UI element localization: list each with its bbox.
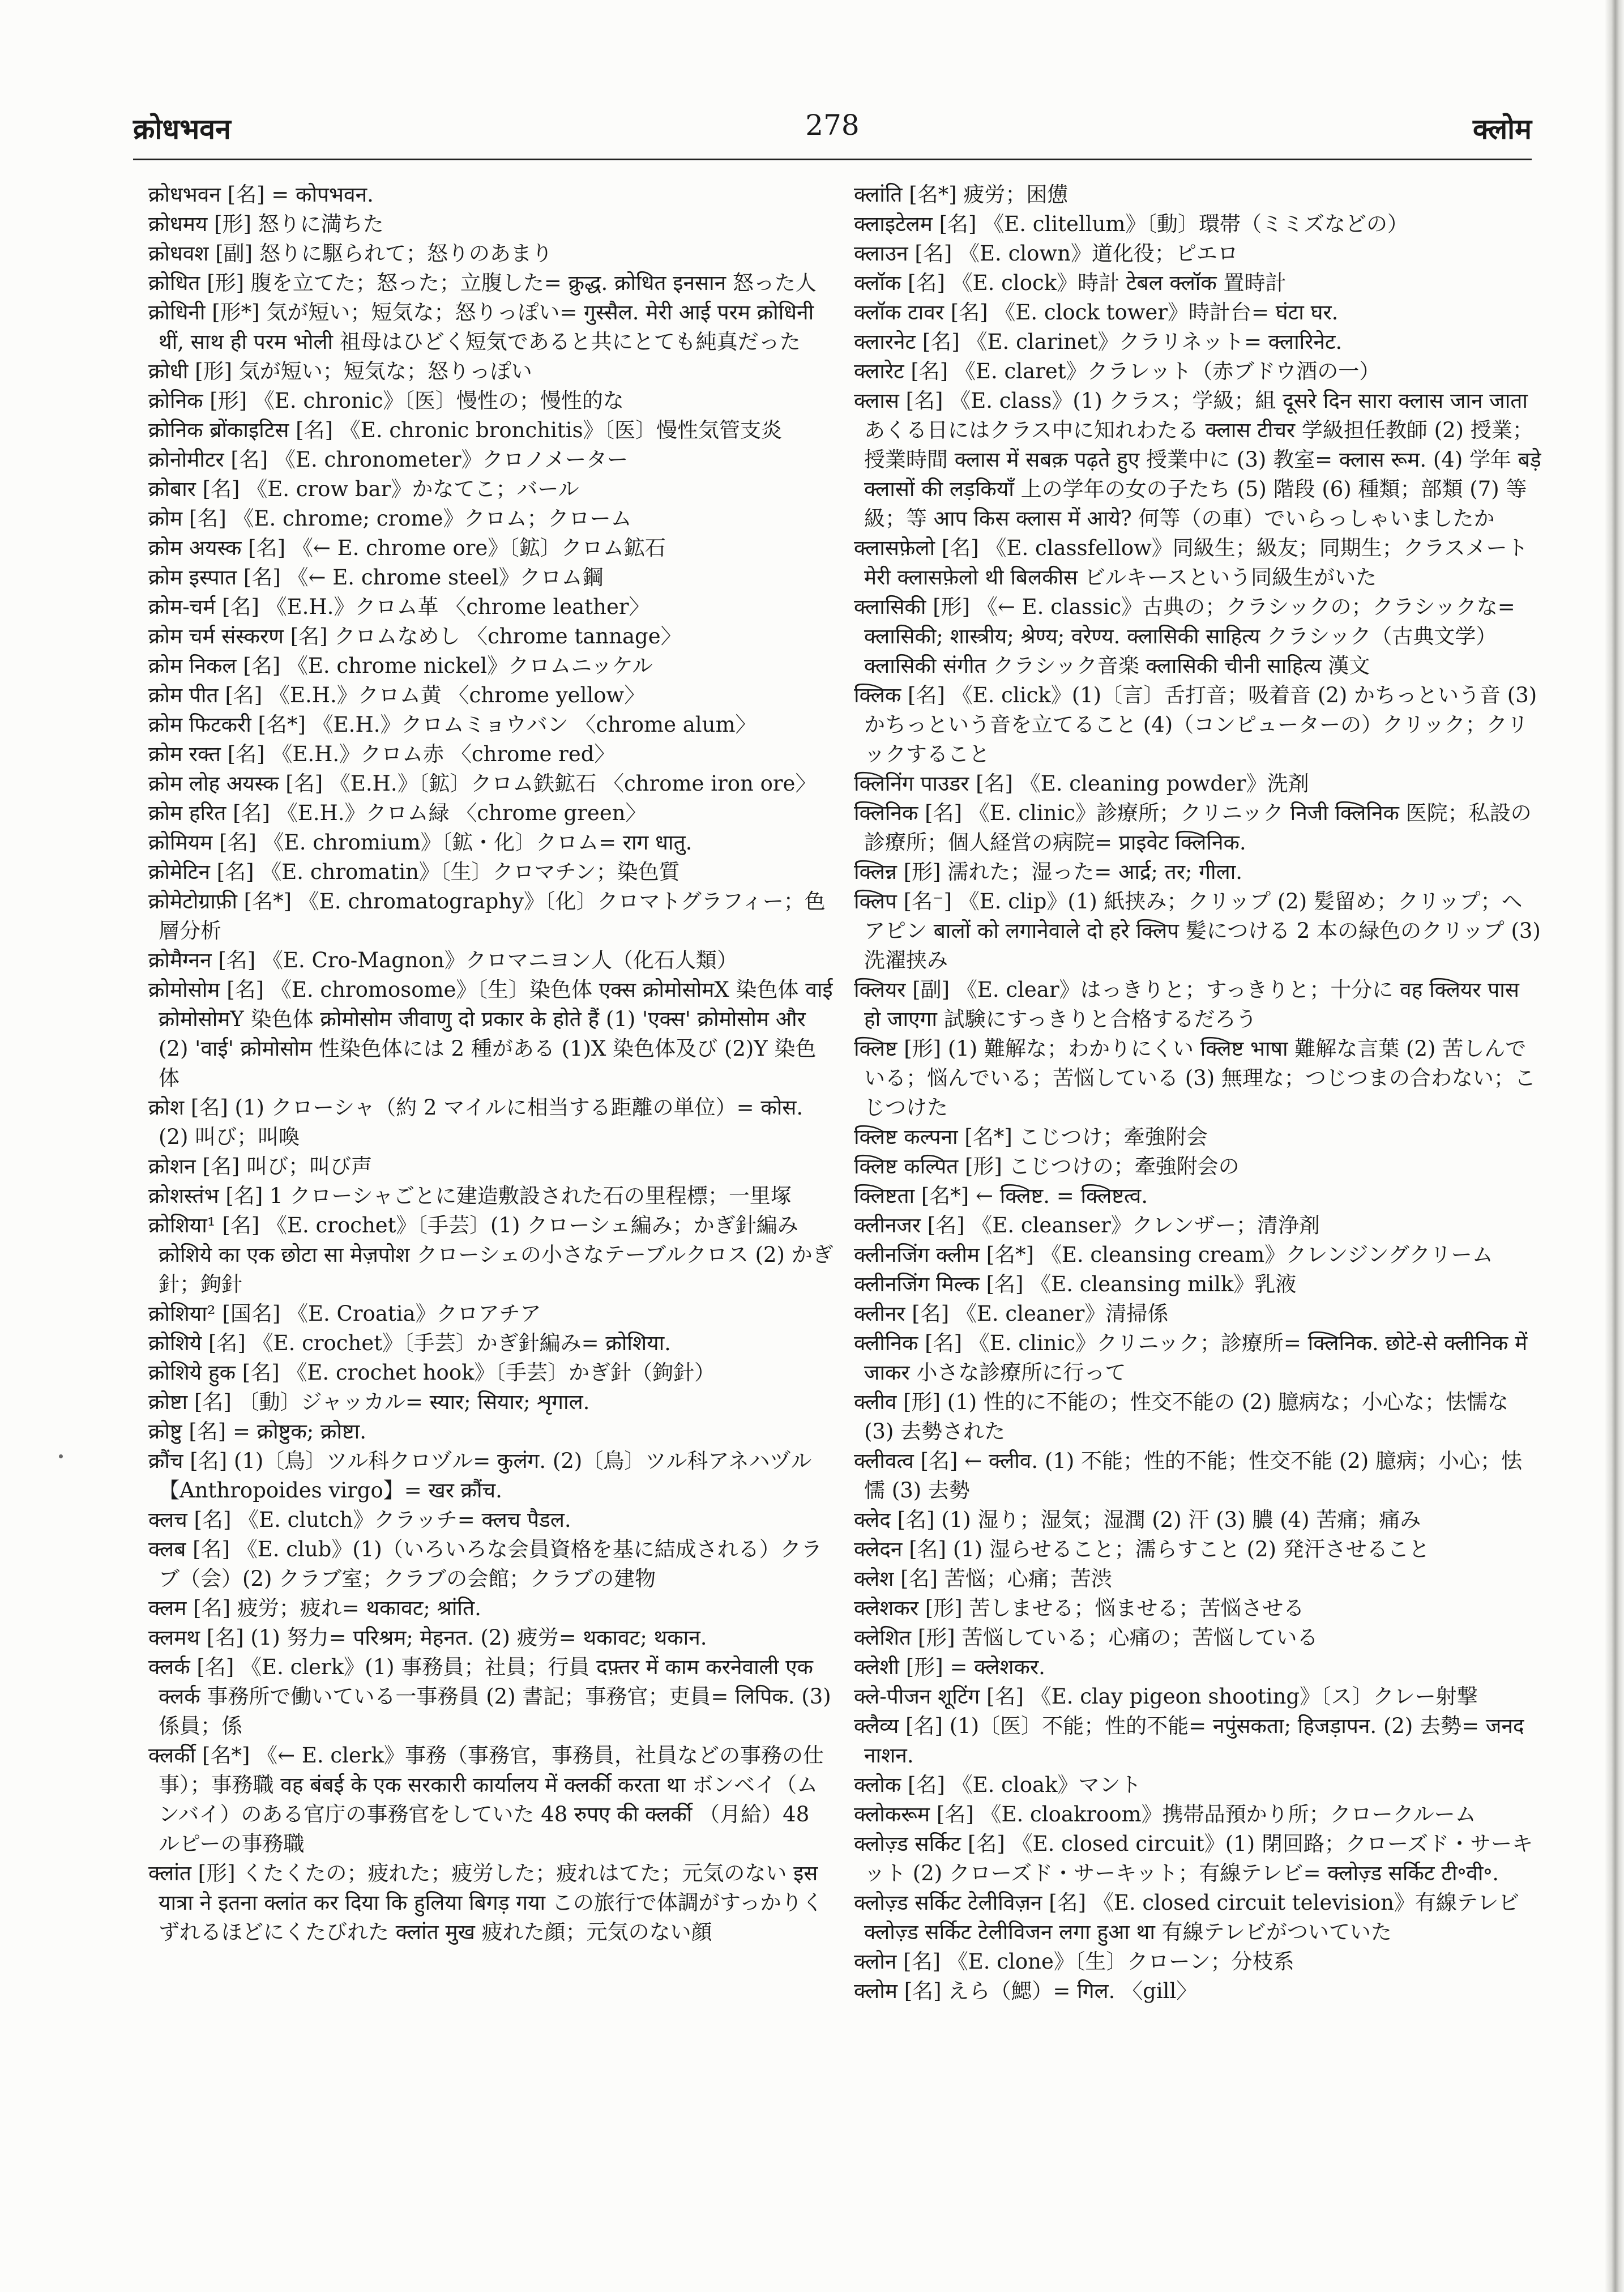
dictionary-entry: क्रोश [名] (1) クローシャ（約 2 マイルに相当する距離の単位）= कोस. (2) 叫び；叫喚 <box>148 1095 804 1149</box>
dictionary-entry: क्लासिकी [形] 《← E. classic》古典の；クラシックの；クラシックな= क्लासिकी; शास्त्रीय; श्रेण्य; वरेण्य. क्लासिकी साहित्य クラシック（古典文学） क्लासिकी संगीत クラシック音楽 क्लासिकी चीनी साहित्य 漢文 <box>854 595 1515 678</box>
page-header <box>133 102 1532 160</box>
dictionary-entry: क्लास [名] 《E. class》(1) クラス；学級；組 दूसरे दिन सारा क्लास जान जाता あくる日にはクラス中に知れわたる क्लास टीचर 学級担任教師 (2) 授業；授業時間 क्लास में सबक़ पढ़ते हुए 授業中に (3) 教室= क्लास रूम. (4) 学年 बड़े क्लासों की लड़कियाँ 上の学年の女の子たち (5) 階段 (6) 種類；部類 (7) 等級；等 आप किस क्लास में आये? 何等（の車）でいらっしゃいましたか <box>854 389 1541 531</box>
dictionary-entry: क्रोमियम [名] 《E. chromium》〔鉱・化〕クロム= राग धातु. <box>148 830 693 855</box>
dictionary-entry: क्लॉक [名] 《E. clock》時計 टेबल क्लॉक 置時計 <box>854 271 1287 295</box>
dictionary-entry: क्लोकरूम [名] 《E. cloakroom》携帯品預かり所；クロークルーム <box>854 1802 1476 1826</box>
dictionary-entry: क्रोधवश [副] 怒りに駆られて；怒りのあまり <box>148 241 553 266</box>
dictionary-entry: क्रोबार [名] 《E. crow bar》かなてこ；バール <box>148 477 579 501</box>
dictionary-entry: क्लच [名] 《E. clutch》クラッチ= क्लच पैडल. <box>148 1508 571 1532</box>
dictionary-entry: क्लब [名] 《E. club》(1)（いろいろな会員資格を基に結成される）クラブ（会）(2) クラブ室；クラブの会館；クラブの建物 <box>148 1537 822 1591</box>
right-column <box>854 180 1542 2236</box>
margin-speck <box>59 1454 63 1458</box>
dictionary-entry: क्रोष्टु [名] = क्रोष्टुक; क्रोष्टा. <box>148 1419 366 1444</box>
dictionary-entry: क्लारनेट [名] 《E. clarinet》クラリネット= क्लारिनेट. <box>854 330 1343 354</box>
dictionary-entry: क्लिप [名⁻] 《E. clip》(1) 紙挟み；クリップ (2) 髪留め；クリップ；ヘアピン बालों को लगानेवाले दो हरे क्लिप 髪につける 2 本の緑色のクリップ (3) 洗濯挟み <box>854 889 1541 972</box>
dictionary-entry: क्लोक [名] 《E. cloak》マント <box>854 1773 1142 1797</box>
dictionary-entry: क्लिष्ट कल्पना [名*] こじつけ；牽強附会 <box>854 1125 1208 1149</box>
dictionary-entry: क्लाउन [名] 《E. clown》道化役；ピエロ <box>854 241 1238 266</box>
dictionary-entry: क्रोमोसोम [名] 《E. chromosome》〔生〕染色体 एक्स क्रोमोसोमX 染色体 वाई क्रोमोसोमY 染色体 क्रोमोसोम जीवाणु दो प्रकार के होते हैं (1) 'एक्स' क्रोमोसोम और (2) 'वाई' क्रोमोसोम 性染色体には 2 種がある (1)X 染色体及び (2)Y 染色体 <box>148 978 833 1090</box>
dictionary-entry: क्रोमेटिन [名] 《E. chromatin》〔生〕クロマチン；染色質 <box>148 860 680 884</box>
dictionary-entry: क्रोनिक [形] 《E. chronic》〔医〕慢性の；慢性的な <box>148 389 624 413</box>
dictionary-entry: क्लमथ [名] (1) 努力= परिश्रम; मेहनत. (2) 疲労= थकावट; थकान. <box>148 1625 707 1650</box>
dictionary-entry: क्रोम निकल [名] 《E. chrome nickel》クロムニッケル <box>148 654 653 678</box>
dictionary-entry: क्लीनजर [名] 《E. cleanser》クレンザー；清浄剤 <box>854 1213 1320 1237</box>
dictionary-entry: क्लोन [名] 《E. clone》〔生〕クローン；分枝系 <box>854 1949 1294 1974</box>
dictionary-entry: क्रोनिक ब्रोंकाइटिस [名] 《E. chronic bronchitis》〔医〕慢性気管支炎 <box>148 418 783 442</box>
dictionary-entry: क्लिनिक [名] 《E. clinic》診療所；クリニック निजी क्लिनिक 医院；私設の診療所；個人経営の病院= प्राइवेट क्लिनिक. <box>854 801 1532 855</box>
dictionary-entry: क्लीव [形] (1) 性的に不能の；性交不能の (2) 臆病な；小心な；怯懦な (3) 去勢された <box>854 1390 1508 1444</box>
dictionary-entry: क्लिष्टता [名*] ← क्लिष्ट. = क्लिष्टत्व. <box>854 1184 1148 1208</box>
dictionary-entry: क्लिक [名] 《E. click》(1)〔言〕舌打音；吸着音 (2) かちっという音 (3) かちっという音を立てること (4)（コンピューターの）クリック；クリックすること <box>854 683 1537 766</box>
dictionary-entry: क्लीवत्व [名] ← क्लीव. (1) 不能；性的不能；性交不能 (2) 臆病；小心；怯懦 (3) 去勢 <box>854 1449 1522 1503</box>
dictionary-entry: क्लासफ़ेलो [名] 《E. classfellow》同級生；級友；同期生；クラスメート मेरी क्लासफ़ेलो थी बिलकीस ビルキースという同級生がいた <box>854 536 1528 590</box>
dictionary-entry: क्लर्की [名*] 《← E. clerk》事務（事務官，事務員，社員などの事務の仕事）；事務職 वह बंबई के एक सरकारी कार्यालय में क्लर्की करता था ボンベイ（ムンバイ）のある官庁の事務官をしていた 48 रुपए की क्लर्की （月給）48 ルピーの事務職 <box>148 1743 824 1856</box>
dictionary-entry: क्लिष्ट कल्पित [形] こじつけの；牽強附会の <box>854 1154 1240 1179</box>
dictionary-entry: क्लेशकर [形] 苦しませる；悩ませる；苦悩させる <box>854 1596 1305 1620</box>
dictionary-entry: क्लिष्ट [形] (1) 難解な；わかりにくい क्लिष्ट भाषा 難解な言葉 (2) 苦しんでいる；悩んでいる；苦悩している (3) 無理な；つじつまの合わない；こじつけた <box>854 1036 1536 1120</box>
dictionary-entry: क्रोमैग्नन [名] 《E. Cro-Magnon》クロマニヨン人（化石人類） <box>148 948 738 972</box>
dictionary-entry: क्लेशी [形] = क्लेशकर. <box>854 1655 1045 1679</box>
left-guide-word: क्रोधभवन <box>133 112 231 146</box>
dictionary-entry: क्रोशिये हुक [名] 《E. crochet hook》〔手芸〕かぎ針（鉤針） <box>148 1360 716 1385</box>
dictionary-entry: क्रोशिया¹ [名] 《E. crochet》〔手芸〕(1) クローシェ編み；かぎ針編み क्रोशिये का एक छोटा सा मेज़पोश クローシェの小さなテーブルクロス (2) かぎ針；鉤針 <box>148 1213 834 1296</box>
dictionary-entry: क्लीनिक [名] 《E. clinic》クリニック；診療所= क्लिनिक. छोटे-से क्लीनिक में जाकर 小さな診療所に行って <box>854 1331 1528 1385</box>
dictionary-entry: क्लर्क [名] 《E. clerk》(1) 事務員；社員；行員 दफ़्तर में काम करनेवाली एक क्लर्क 事務所で働いている一事務員 (2) 書記；事務官；吏員= लिपिक. (3) 係員；係 <box>148 1655 831 1738</box>
dictionary-entry: क्लांत [形] くたくたの；疲れた；疲労した；疲れはてた；元気のない इस यात्रा ने इतना क्लांत कर दिया कि हुलिया बिगड़ गया この旅行で体調がすっかりくずれるほどにくたびれた क्लांत मुख 疲れた顔；元気のない顔 <box>148 1861 823 1944</box>
dictionary-entry: क्रोम-चर्म [名] 《E.H.》クロム革 〈chrome leather〉 <box>148 595 650 619</box>
dictionary-entry: क्लियर [副] 《E. clear》はっきりと；すっきりと；十分に वह क्लियर पास हो जाएगा 試験にすっきりと合格するだろう <box>854 978 1519 1031</box>
dictionary-entry: क्ले-पीजन शूटिंग [名] 《E. clay pigeon shooting》〔ス〕クレー射撃 <box>854 1684 1478 1709</box>
page-number: 278 <box>805 109 860 142</box>
dictionary-entry: क्रोमेटोग्राफ़ी [名*] 《E. chromatography》〔化〕クロマトグラフィー；色層分析 <box>148 889 826 943</box>
dictionary-entry: क्रौंच [名] (1)〔鳥〕ツル科クロヅル= कुलंग. (2)〔鳥〕ツル科アネハヅル【Anthropoides virgo】= खर क्रौंच. <box>148 1449 812 1503</box>
dictionary-entry: क्लेशित [形] 苦悩している；心痛の；苦悩している <box>854 1625 1318 1650</box>
dictionary-entry: क्रोधभवन [名] = कोपभवन. <box>148 182 374 207</box>
dictionary-entry: क्लीनर [名] 《E. cleaner》清掃係 <box>854 1301 1169 1326</box>
dictionary-entry: क्रोधमय [形] 怒りに満ちた <box>148 212 384 236</box>
dictionary-entry: क्रोनोमीटर [名] 《E. chronometer》クロノメーター <box>148 447 629 472</box>
left-column <box>148 180 836 2236</box>
dictionary-entry: क्लांति [名*] 疲労；困憊 <box>854 182 1069 207</box>
dictionary-entry: क्रोशिये [名] 《E. crochet》〔手芸〕かぎ針編み= क्रोशिया. <box>148 1331 671 1355</box>
dictionary-entry: क्रोम हरित [名] 《E.H.》クロム緑 〈chrome green〉 <box>148 801 647 825</box>
dictionary-entry: क्लोज़्ड सर्किट [名] 《E. closed circuit》(1) 閉回路；クローズド・サーキット (2) クローズド・サーキット；有線テレビ= क्लोज़्ड सर्किट टी॰वी॰. <box>854 1832 1533 1885</box>
dictionary-entry: क्लिनिंग पाउडर [名] 《E. cleaning powder》洗剤 <box>854 771 1309 796</box>
dictionary-entry: क्लीनजिंग मिल्क [名] 《E. cleansing milk》乳液 <box>854 1272 1297 1296</box>
dictionary-entry: क्लॉक टावर [名] 《E. clock tower》時計台= घंटा घर. <box>854 300 1339 325</box>
dictionary-entry: क्रोधित [形] 腹を立てた；怒った；立腹した= क्रुद्ध. क्रोधित इनसान 怒った人 <box>148 271 817 295</box>
dictionary-entry: क्लेदन [名] (1) 湿らせること；濡らすこと (2) 発汗させること <box>854 1537 1430 1561</box>
dictionary-entry: क्रोशन [名] 叫び；叫び声 <box>148 1154 373 1179</box>
dictionary-entry: क्रोधी [形] 気が短い；短気な；怒りっぽい <box>148 359 532 383</box>
dictionary-entry: क्लम [名] 疲労；疲れ= थकावट; श्रांति. <box>148 1596 481 1620</box>
dictionary-entry: क्रोम चर्म संस्करण [名] クロムなめし 〈chrome tannage〉 <box>148 624 682 648</box>
dictionary-entry: क्लैव्य [名] (1)〔医〕不能；性的不能= नपुंसकता; हिजड़ापन. (2) 去勢= जनदनाशन. <box>854 1714 1524 1768</box>
dictionary-entry: क्रोम [名] 《E. chrome; crome》クロム；クローム <box>148 506 632 531</box>
dictionary-entry: क्लोज़्ड सर्किट टेलीविज़न [名] 《E. closed circuit television》有線テレビ क्लोज़्ड सर्किट टेलीविजन लगा हुआ था 有線テレビがついていた <box>854 1890 1520 1944</box>
dictionary-entry: क्रोम रक्त [名] 《E.H.》クロム赤 〈chrome red〉 <box>148 742 616 766</box>
dictionary-entry: क्रोम पीत [名] 《E.H.》クロム黄 〈chrome yellow〉 <box>148 683 646 707</box>
dictionary-entry: क्लिन्न [形] 濡れた；湿った= आर्द्र; तर; गीला. <box>854 860 1243 884</box>
dictionary-entry: क्लेश [名] 苦悩；心痛；苦渋 <box>854 1567 1112 1591</box>
dictionary-entry: क्रोम इस्पात [名] 《← E. chrome steel》クロム鋼 <box>148 565 604 590</box>
dictionary-entry: क्रोशस्तंभ [名] 1 クローシャごとに建造敷設された石の里程標；一里塚 <box>148 1184 792 1208</box>
dictionary-entry: क्रोशिया² [国名] 《E. Croatia》クロアチア <box>148 1301 541 1326</box>
book-spine-shadow <box>1605 0 1624 2292</box>
dictionary-entry: क्रोष्टा [名] 〔動〕ジャッカル= स्यार; सियार; शृगाल. <box>148 1390 590 1414</box>
dictionary-entry: क्रोम फिटकरी [名*] 《E.H.》クロムミョウバン 〈chrome alum〉 <box>148 712 757 737</box>
dictionary-entry: क्लेद [名] (1) 湿り；湿気；湿潤 (2) 汗 (3) 膿 (4) 苦痛；痛み <box>854 1508 1421 1532</box>
dictionary-entry: क्लीनजिंग क्लीम [名*] 《E. cleansing cream》クレンジングクリーム <box>854 1243 1493 1267</box>
dictionary-entry: क्लारेट [名] 《E. claret》クラレット（赤ブドウ酒の一） <box>854 359 1381 383</box>
dictionary-entry: क्रोम अयस्क [名] 《← E. chrome ore》〔鉱〕クロム鉱石 <box>148 536 666 560</box>
dictionary-entry: क्रोम लोह अयस्क [名] 《E.H.》〔鉱〕クロム鉄鉱石 〈chrome iron ore〉 <box>148 771 817 796</box>
right-guide-word: क्लोम <box>1473 112 1532 146</box>
dictionary-entry: क्लाइटेलम [名] 《E. clitellum》〔動〕環帯（ミミズなどの） <box>854 212 1409 236</box>
dictionary-entry: क्रोधिनी [形*] 気が短い；短気な；怒りっぽい= गुस्सैल. मेरी आई परम क्रोधिनी थीं, साथ ही परम भोली 祖母はひどく短気であると共にとても純真だった <box>148 300 814 354</box>
dictionary-entry: क्लोम [名] えら（鰓）= गिल. 〈gill〉 <box>854 1979 1198 2003</box>
